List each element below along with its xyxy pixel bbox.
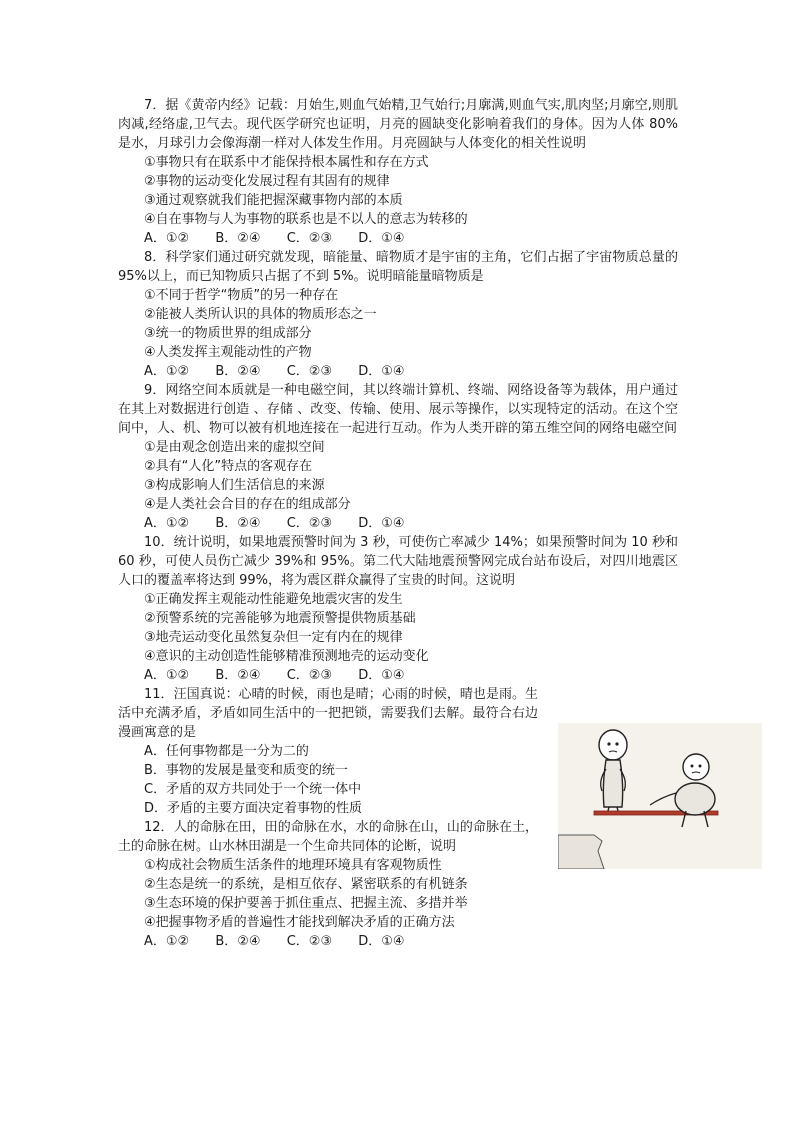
option-item: ②具有“人化”特点的客观存在: [144, 459, 313, 474]
answer-choice: C．②③: [286, 934, 333, 949]
answer-choice: D．①④: [358, 516, 405, 531]
answer-choices: [144, 932, 678, 951]
option-item: C．矛盾的双方共同处于一个统一体中: [144, 782, 362, 797]
answer-choice: B．②④: [215, 516, 261, 531]
question-stem: 7．据《黄帝内经》记载：月始生,则血气始精,卫气始行;月廓满,则血气实,肌肉坚;月廓空,则肌肉减,经络虚,卫气去。现代医学研究也证明，月亮的圆缺变化影响着我们的身体。因为人体 80%是水，月球引力会像海潮一样对人体发生作用。月亮圆缺与人体变化的相关性说明: [118, 98, 678, 151]
answer-choice: B．②④: [215, 668, 261, 683]
option-item: ①不同于哲学“物质”的另一种存在: [144, 288, 339, 303]
answer-choice: C．②③: [286, 231, 333, 246]
question-8: [118, 248, 678, 381]
answer-choices: [144, 666, 678, 685]
answer-choice: D．①④: [358, 231, 405, 246]
option-item: ②事物的运动变化发展过程有其固有的规律: [144, 174, 390, 189]
cartoon-illustration: [558, 723, 762, 869]
answer-choice: C．②③: [286, 516, 333, 531]
option-item: ④把握事物矛盾的普遍性才能找到解决矛盾的正确方法: [144, 915, 455, 930]
option-item: ④自在事物与人为事物的联系也是不以人的意志为转移的: [144, 212, 468, 227]
option-item: ①事物只有在联系中才能保持根本属性和存在方式: [144, 155, 429, 170]
option-item: ②生态是统一的系统，是相互依存、紧密联系的有机链条: [144, 877, 468, 892]
answer-choice: C．②③: [286, 668, 333, 683]
answer-choice: B．②④: [215, 934, 261, 949]
answer-choices: [144, 229, 678, 248]
answer-choices: [144, 514, 678, 533]
cliff-edge: [558, 835, 604, 869]
answer-choices: [144, 362, 678, 381]
answer-choice: D．①④: [358, 668, 405, 683]
answer-choice: C．②③: [286, 364, 333, 379]
option-item: ④人类发挥主观能动性的产物: [144, 345, 312, 360]
answer-choice: D．①④: [358, 364, 405, 379]
answer-choice: A．①②: [144, 934, 190, 949]
option-item: ③地壳运动变化虽然复杂但一定有内在的规律: [144, 630, 403, 645]
answer-choice: A．①②: [144, 231, 190, 246]
answer-choice: D．①④: [358, 934, 405, 949]
answer-choice: A．①②: [144, 516, 190, 531]
option-item: B．事物的发展是量变和质变的统一: [144, 763, 348, 778]
question-9: [118, 381, 678, 533]
answer-choice: B．②④: [215, 364, 261, 379]
option-item: ①正确发挥主观能动性能避免地震灾害的发生: [144, 592, 403, 607]
question-10: [118, 533, 678, 685]
option-item: ①构成社会物质生活条件的地理环境具有客观物质性: [144, 858, 442, 873]
answer-choice: B．②④: [215, 231, 261, 246]
question-7: [118, 96, 678, 248]
answer-choice: A．①②: [144, 668, 190, 683]
option-item: ③通过观察就我们能把握深藏事物内部的本质: [144, 193, 403, 208]
seesaw-cartoon: [558, 723, 762, 869]
answer-choice: A．①②: [144, 364, 190, 379]
option-item: ③构成影响人们生活信息的来源: [144, 478, 325, 493]
option-item: ②预警系统的完善能够为地震预警提供物质基础: [144, 611, 416, 626]
option-item: ①是由观念创造出来的虚拟空间: [144, 440, 325, 455]
option-item: ④是人类社会合目的存在的组成部分: [144, 497, 351, 512]
question-stem: 8．科学家们通过研究就发现，暗能量、暗物质才是宇宙的主角，它们占据了宇宙物质总量的 95%以上，而已知物质只占据了不到 5%。说明暗能量暗物质是: [118, 250, 678, 284]
question-stem: 11．汪国真说：心晴的时候，雨也是晴；心雨的时候，晴也是雨。生活中充满矛盾，矛盾如同生活中的一把把锁，需要我们去解。最符合右边漫画寓意的是: [118, 687, 538, 740]
option-item: D．矛盾的主要方面决定着事物的性质: [144, 801, 363, 816]
option-item: ②能被人类所认识的具体的物质形态之一: [144, 307, 377, 322]
option-item: ④意识的主动创造性能够精准预测地壳的运动变化: [144, 649, 429, 664]
question-stem: 10．统计说明，如果地震预警时间为 3 秒，可使伤亡率减少 14%；如果预警时间为 10 秒和 60 秒，可使人员伤亡减少 39%和 95%。第二代大陆地震预警网完成台站布设后，对四川地震区人口的覆盖率将达到 99%，将为震区群众赢得了宝贵的时间。这说明: [118, 535, 678, 588]
option-item: ③生态环境的保护要善于抓住重点、把握主流、多措并举: [144, 896, 468, 911]
question-stem: 9．网络空间本质就是一种电磁空间，其以终端计算机、终端、网络设备等为载体，用户通过在其上对数据进行创造 、存储 、改变、传输、使用、展示等操作，以实现特定的活动。在这个空间中，人、机、物可以被有机地连接在一起进行互动。作为人类开辟的第五维空间的网络电磁空间: [118, 383, 678, 436]
question-11: [118, 685, 538, 818]
option-item: ③统一的物质世界的组成部分: [144, 326, 312, 341]
option-item: A．任何事物都是一分为二的: [144, 744, 309, 759]
question-stem: 12．人的命脉在田，田的命脉在水，水的命脉在山，山的命脉在土，土的命脉在树。山水林田湖是一个生命共同体的论断，说明: [118, 820, 538, 854]
